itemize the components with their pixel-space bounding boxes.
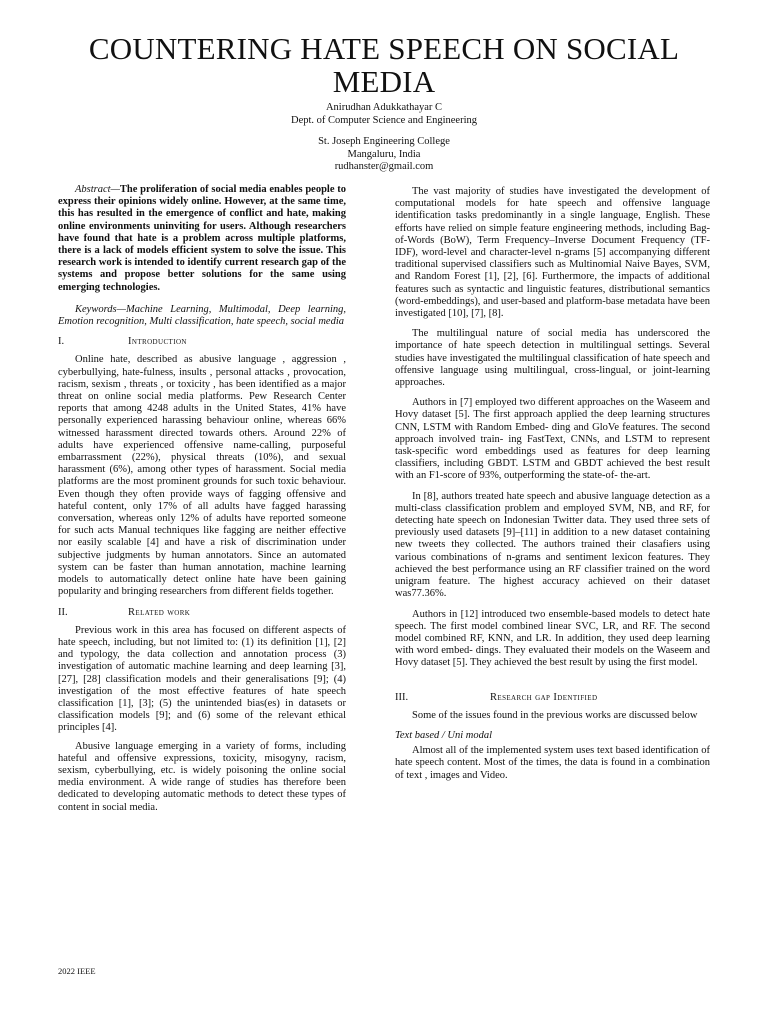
keywords-text: Machine Learning, Multimodal, Deep learning, Emotion recognition, Multi classification, hate speech, social media [58,303,346,328]
section-heading-related: II. Related work [58,606,191,618]
related-paragraph-6: In [8], authors treated hate speech and abusive language detection as a multi-class classification problem and employed SVM, NB, and RF, for detecting hate speech on Indonesian Twitter data. They used three sets of previously used datasets [9]–[11] in addition to a new dataset containing new tweets they collected. The authors trained their clasafiers using various combinations of n-grams and sentiment lexicon features. They achieved the best performance using an RF classifier trained on the word unigram feature. The highest accuracy achieved on their dataset was77.36%. [395,490,710,600]
section-heading-intro: I. Introduction [58,336,187,348]
right-column [395,186,710,790]
section-heading-gap: III. Research gap Identified [395,691,598,703]
gap-paragraph-1: Some of the issues found in the previous works are discussed below [412,709,698,721]
related-paragraph-4: The multilingual nature of social media has underscored the importance of hate speech detection in multilingual settings. Several studies have investigated the multilingual classification of hate speech and offensive language using multilingual, cross-lingual, or joint-learning approaches. [395,328,710,389]
left-column [58,184,346,820]
footer-copyright: 2022 IEEE [58,966,96,976]
related-paragraph-7: Authors in [12] introduced two ensemble-based models to detect hate speech. The first model combined linear SVC, LR, and RF. The second model combined RF, KNN, and LR. In addition, they used deep learning with word embed- dings. They evaluated their models on the Waseem and Hovy dataset [5]. They achieved the best result by using the first model. [395,608,710,669]
paper-title: COUNTERING HATE SPEECH ON SOCIAL MEDIA [88,31,680,99]
subsection-heading-text-based: Text based / Uni modal [395,729,493,741]
related-paragraph-3: The vast majority of studies have investigated the development of computational models for hate speech and offensive language identification tasks predominantly in a single language, English. These efforts have relied on simple feature engineering methods, including Bag-of-Words (BoW), Term Frequency–Inverse Document Frequency (TF-IDF), word-level and character-level n-grams [5] accompanying different traditional supervised classifiers such as Multinomial Naive Bayes, SVM, and Random Forest [1], [2], [6]. Furthermore, the impacts of additional features such as syntactic and linguistic features, distributional semantics (word-embeddings), and user-based and platform-base metadata have been investigated [10], [7], [8]. [395,186,710,320]
abstract-label: Abstract— [75,184,120,195]
related-paragraph-2: Abusive language emerging in a variety of forms, including hateful and offensive expressions, toxicity, misogyny, racism, sexism, cyberbullying, etc. is widely poisoning the online social media environment. A wide range of studies has therefore been dedicated to developing automatic methods to detect these types of content in social media. [58,740,346,813]
author-block [60,102,708,174]
author-city: Mangaluru, India [347,148,421,160]
gap-paragraph-2: Almost all of the implemented system uses text based identification of hate speech content. Most of the times, the data is found in a combination of text , images and Video. [395,745,710,781]
author-name: Anirudhan Adukkathayar C [325,102,443,113]
abstract-text: The proliferation of social media enables people to express their opinions widely online. However, at the same time, this has resulted in the emergence of conflict and hate, making online environments uninviting for users. Although researchers have found that hate is a problem across multiple platforms, there is a lack of models efficient system to solve the issue. This research work is intended to identify current research gap of the systems and propose better solutions for the same using emerging technologies. [58,184,346,293]
author-college: St. Joseph Engineering College [318,136,450,147]
abstract [58,184,346,294]
author-dept: Dept. of Computer Science and Engineering [290,114,478,126]
related-paragraph-1: Previous work in this area has focused on different aspects of hate speech, including, but not limited to: (1) its definition [1], [2] and typology, the data collection and annotation process (3) investigation of automatic machine learning and deep learning [3], [27], [28] classification models and their generalisations [9]; (4) investigation of the most effective features of hate speech classification [1], [3]; (5) the unintended bias(es) in datasets or classification models [9]; and (6) some of the relevant ethical principles [4]. [58,624,346,734]
keywords [58,304,346,328]
intro-paragraph-1: Online hate, described as abusive language , aggression , cyberbullying, hate-fulness, insults , personal attacks , provocation, racism, sexism , threats , or toxicity , has been identified as a major threat on online social media platforms. Pew Research Center reports that among 4248 adults in the United States, 41% have personally experienced harassing behaviour online, whereas 66% witnessed harassment directed towards others. Around 22% of adults have experienced offensive name-calling, purposeful embarrassment (22%), physical threats (10%), and sexual harassment (6%), among other types of harassment. Social media platforms are the most prominent grounds for such toxic behaviour. Even though they often provide ways of fagging offensive and hateful content, only 17% of all adults have fagged harassing conversation, whereas only 12% of adults have reported someone for such acts Manual techniques like fagging are neither effective nor easily scalable [4] and have a risk of discrimination under subjective judgments by human annotators. Since an automated system can be faster than human annotation, machine learning models to automatically detect online hate have been gaining popularity and bringing researchers from different fields together. [58,354,346,598]
related-paragraph-5: Authors in [7] employed two different approaches on the Waseem and Hovy dataset [5]. The first approach applied the deep learning structures CNN, LSTM with Random Embed- ding and GloVe features. The second approach involved train- ing FastText, CNNs, and LSTM to represent task-specific word embeddings used as features for deep learning classifiers, including GBDT. LSTM and GBDT achieved the best result with an F1-score of 93%, outperforming the state-of- the-art. [395,397,710,482]
author-email: rudhanster@gmail.com [334,161,434,172]
keywords-label: Keywords— [75,303,126,315]
